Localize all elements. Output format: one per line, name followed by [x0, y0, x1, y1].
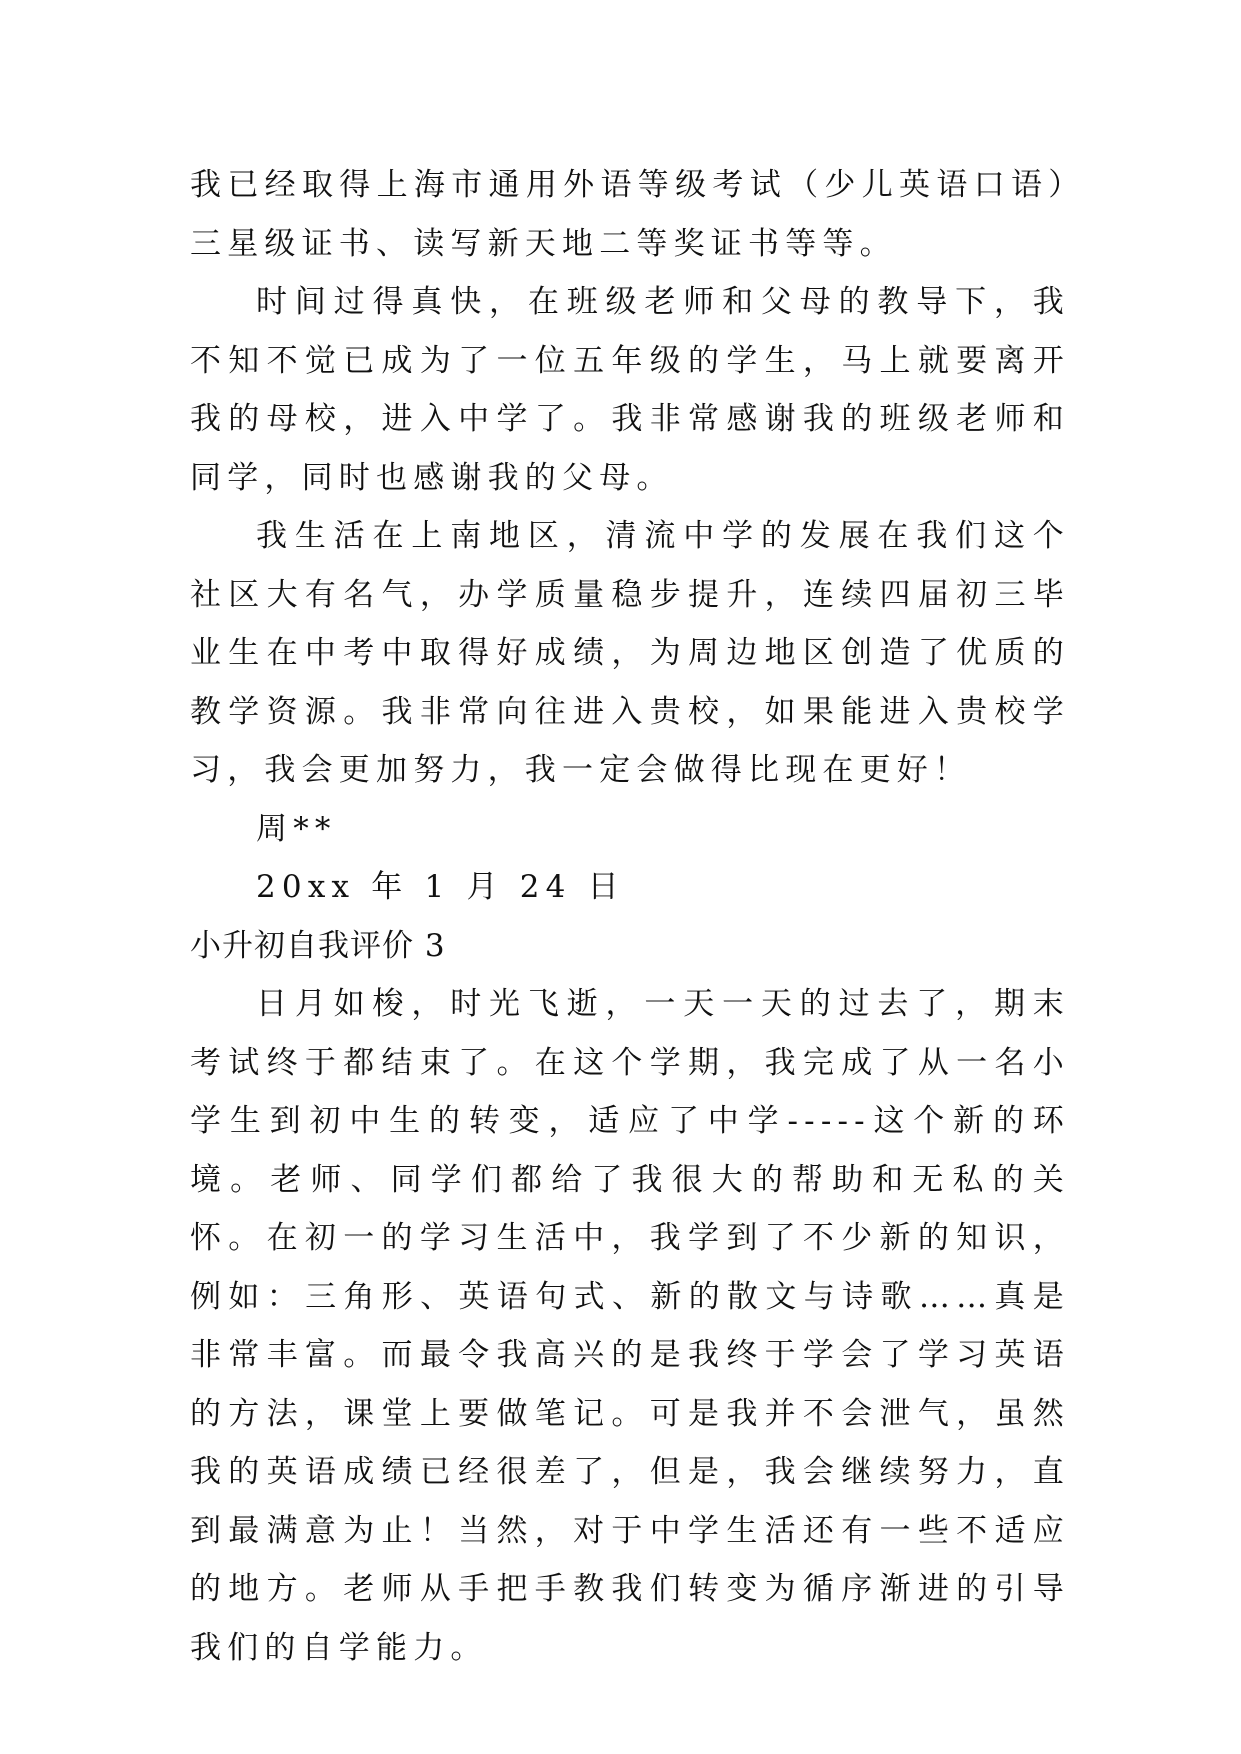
paragraph-certificates: 我已经取得上海市通用外语等级考试（少儿英语口语）三星级证书、读写新天地二等奖证书等等。 — [190, 167, 1070, 262]
paragraph-school-wish: 我生活在上南地区，清流中学的发展在我们这个社区大有名气，办学质量稳步提升，连续四届初三毕业生在中考中取得好成绩，为周边地区创造了优质的教学资源。我非常向往进入贵校，如果能进入贵校学习，我会更加努力，我一定会做得比现在更好！ — [190, 518, 1070, 788]
signature: 周** — [256, 810, 337, 847]
paragraph-time-passes: 时间过得真快，在班级老师和父母的教导下，我不知不觉已成为了一位五年级的学生，马上就要离开我的母校，进入中学了。我非常感谢我的班级老师和同学，同时也感谢我的父母。 — [190, 284, 1070, 496]
paragraph-semester-review: 日月如梭，时光飞逝，一天一天的过去了，期末考试终于都结束了。在这个学期，我完成了从一名小学生到初中生的转变，适应了中学-----这个新的环境。老师、同学们都给了我很大的帮助和无私的关怀。在初一的学习生活中，我学到了不少新的知识，例如：三角形、英语句式、新的散文与诗歌……真是非常丰富。而最令我高兴的是我终于学会了学习英语的方法，课堂上要做笔记。可是我并不会泄气，虽然我的英语成绩已经很差了，但是，我会继续努力，直到最满意为止！当然，对于中学生活还有一些不适应的地方。老师从手把手教我们转变为循序渐进的引导我们的自学能力。 — [190, 986, 1070, 1666]
document-body — [190, 156, 1070, 1677]
date-line: 20xx 年 1 月 24 日 — [256, 869, 625, 905]
section-heading: 小升初自我评价 3 — [190, 927, 446, 964]
